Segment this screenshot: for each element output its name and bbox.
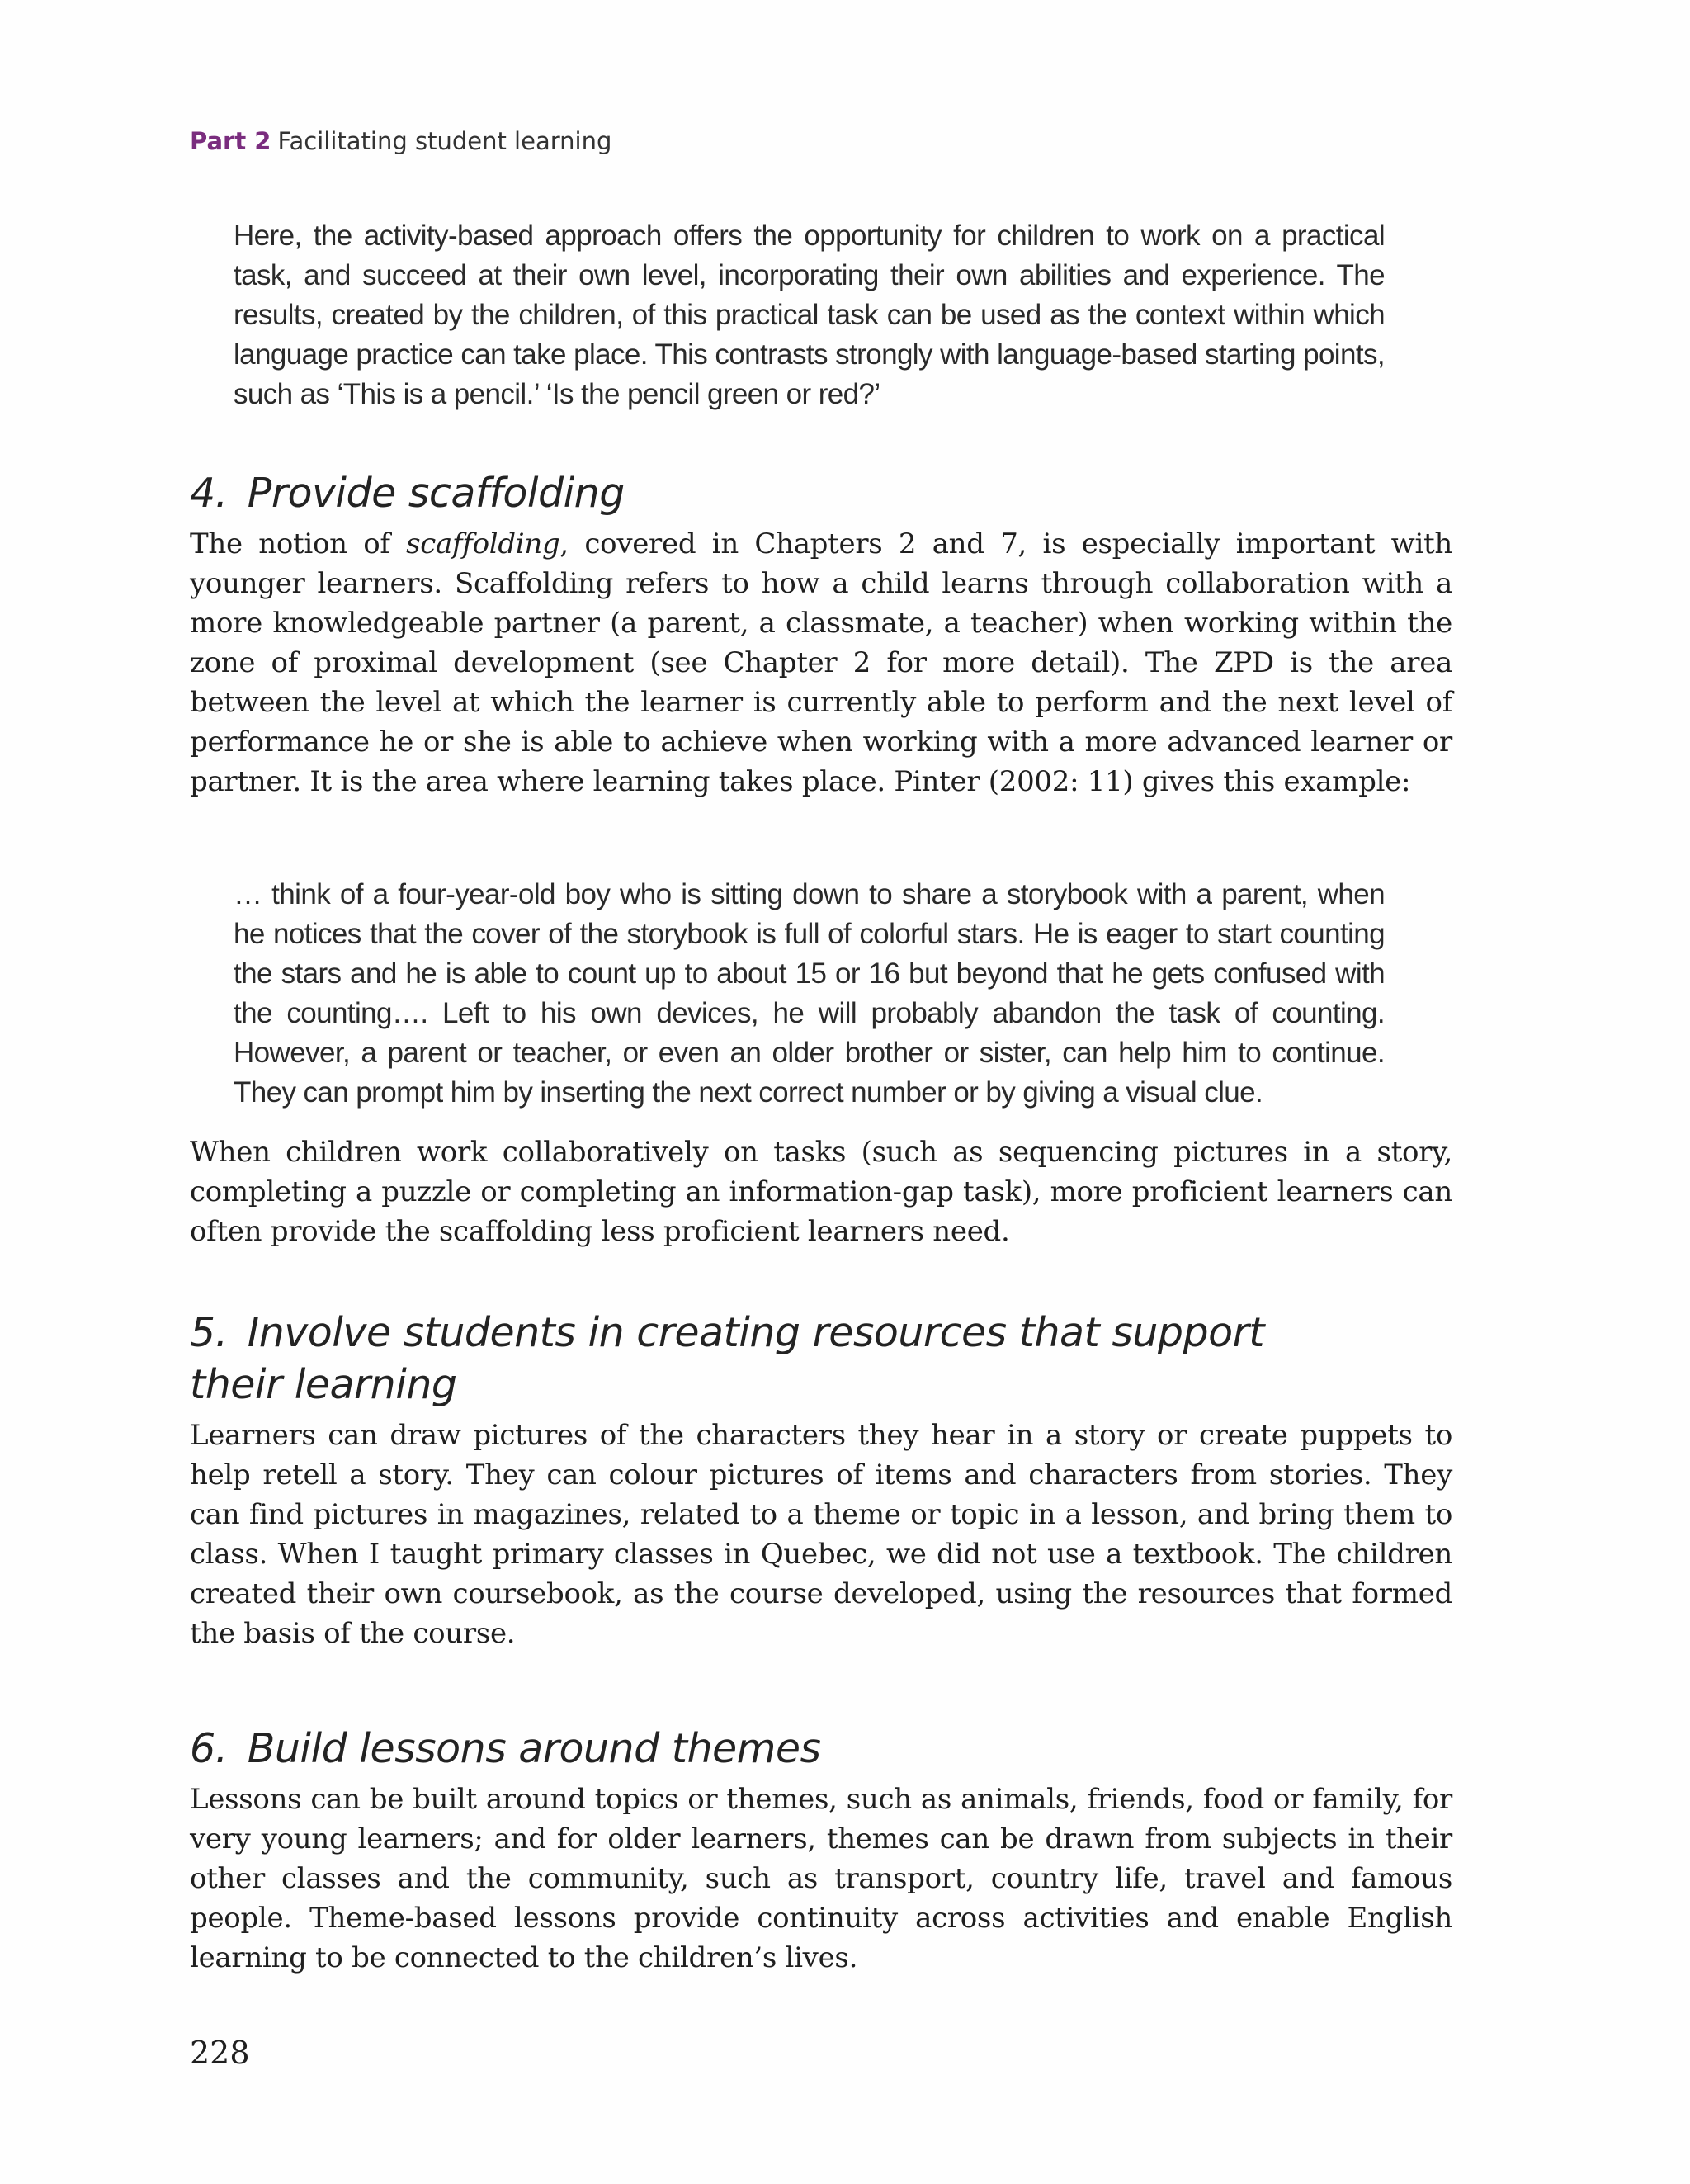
section-4-paragraph-2: When children work collaboratively on tasks (such as sequencing pictures in a story, completing a puzzle or completing an information-gap task), more proficient learners can often provide the scaffolding less proficient learners need. xyxy=(190,1136,1452,1248)
section-6-title: Build lessons around themes xyxy=(247,1725,821,1772)
section-5-heading xyxy=(190,1307,1452,1411)
part-label: Part 2 xyxy=(190,127,271,155)
page-number: 228 xyxy=(190,2035,250,2071)
section-4-heading xyxy=(190,467,1452,519)
pinter-quote: … think of a four-year-old boy who is sitting down to share a storybook with a parent, when he notices that the cover of the storybook is full of colorful stars. He is eager to start counting the stars and he is able to count up to about 15 or 16 but beyond that he gets confused with the counting…. Left to his own devices, he will probably abandon the task of counting. However, a parent or teacher, or even an older brother or sister, can help him to continue. They can prompt him by inserting the next correct number or by giving a visual clue. xyxy=(234,878,1385,1109)
section-4-paragraph-1 xyxy=(190,524,1452,801)
section-4-title: Provide scaffolding xyxy=(247,470,625,517)
running-head xyxy=(190,127,611,155)
running-head-title: Facilitating student learning xyxy=(277,127,612,155)
section-5-title-line-1: Involve students in creating resources that support xyxy=(247,1309,1264,1356)
section-5 xyxy=(190,1307,1452,1653)
scaffolding-term: scaffolding xyxy=(406,527,560,560)
section-5-number: 5. xyxy=(190,1309,228,1356)
section-4-number: 4. xyxy=(190,470,228,517)
section-6-number: 6. xyxy=(190,1725,228,1772)
intro-quote: Here, the activity-based approach offers the opportunity for children to work on a practical task, and succeed at their own level, incorporating their own abilities and experience. The results, created by the children, of this practical task can be used as the context within which language practice can take place. This contrasts strongly with language-based starting points, such as ‘This is a pencil.’ ‘Is the pencil green or red?’ xyxy=(234,220,1385,410)
section-4-para1-start: The notion of xyxy=(190,527,407,560)
section-5-paragraph: Learners can draw pictures of the characters they hear in a story or create puppets to help retell a story. They can colour pictures of items and characters from stories. They can find pictures in magazines, related to a theme or topic in a lesson, and bring them to class. When I taught primary classes in Quebec, we did not use a textbook. The children created their own coursebook, as the course developed, using the resources that formed the basis of the course. xyxy=(190,1419,1452,1650)
section-4-continued xyxy=(190,1132,1452,1251)
section-4-para1-rest: , covered in Chapters 2 and 7, is especially important with younger learners. Scaffolding refers to how a child learns through collaboration with a more knowledgeable partner (a parent, a classmate, a teacher) when working within the zone of proximal development (see Chapter 2 for more detail). The ZPD is the area between the level at which the learner is currently able to perform and the next level of performance he or she is able to achieve when working with a more advanced learner or partner. It is the area where learning takes place. Pinter (2002: 11) gives this example: xyxy=(190,527,1452,798)
section-6-heading xyxy=(190,1723,1452,1775)
section-5-title-line-2: their learning xyxy=(190,1361,457,1408)
section-6-paragraph: Lessons can be built around topics or themes, such as animals, friends, food or family, for very young learners; and for older learners, themes can be drawn from subjects in their other classes and the community, such as transport, country life, travel and famous people. Theme-based lessons provide continuity across activities and enable English learning to be connected to the children’s lives. xyxy=(190,1783,1452,1974)
section-4 xyxy=(190,467,1452,801)
section-6 xyxy=(190,1723,1452,1978)
